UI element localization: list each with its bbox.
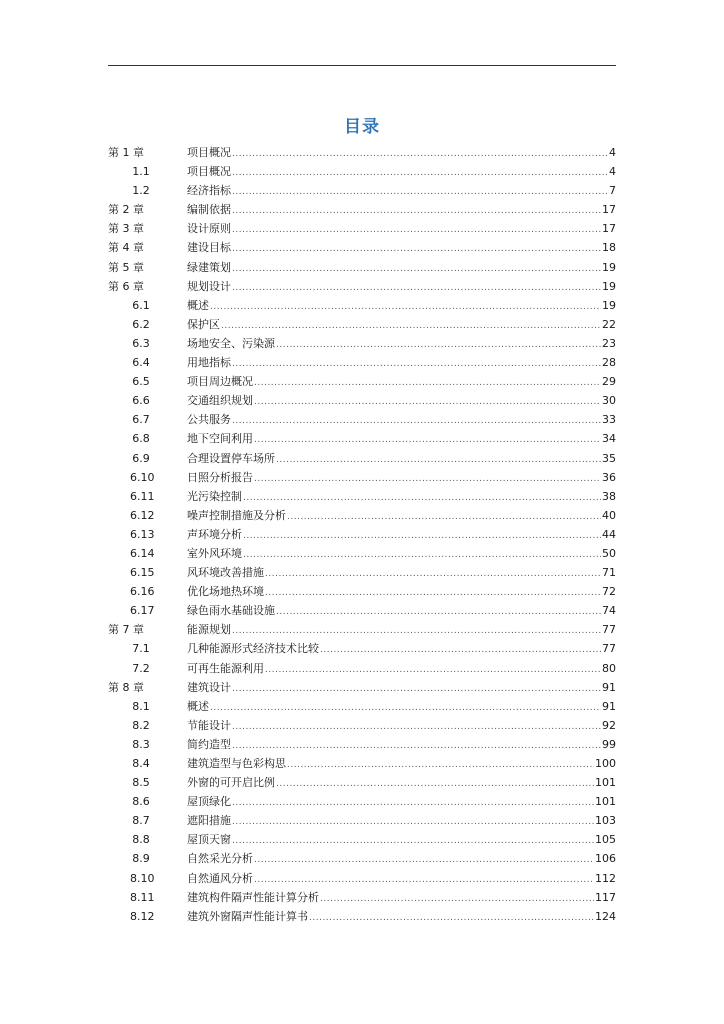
- toc-entry-number: 8.5: [132, 776, 150, 790]
- toc-entry-number: 6.9: [132, 451, 150, 465]
- toc-entry-title: 建筑外窗隔声性能计算书: [187, 909, 308, 923]
- toc-entry-title: 地下空间利用: [187, 432, 253, 446]
- toc-section-entry[interactable]: [108, 735, 616, 754]
- toc-page-number: 101: [595, 776, 616, 790]
- toc-entry-line: [187, 219, 616, 240]
- toc-entry-number: 8.1: [132, 699, 150, 713]
- toc-entry-title: 外窗的可开启比例: [187, 776, 275, 790]
- header-rule: [108, 65, 616, 66]
- toc-section-entry[interactable]: [108, 811, 616, 830]
- toc-entry-line: [187, 277, 616, 298]
- toc-entry-number: 1.1: [132, 165, 150, 179]
- toc-chapter-entry[interactable]: [108, 620, 616, 639]
- toc-entry-title: 建筑设计: [187, 680, 231, 694]
- toc-entry-number: 8.8: [132, 833, 150, 847]
- toc-entry-title: 能源规划: [187, 623, 231, 637]
- toc-section-entry[interactable]: [108, 907, 616, 926]
- toc-page-number: 91: [602, 699, 616, 713]
- toc-page-number: 99: [602, 737, 616, 751]
- toc-entry-number: 6.7: [132, 413, 150, 427]
- toc-entry-line: [187, 811, 616, 832]
- toc-section-entry[interactable]: [108, 639, 616, 658]
- toc-chapter-entry[interactable]: [108, 238, 616, 257]
- toc-page-number: 34: [602, 432, 616, 446]
- toc-section-entry[interactable]: [108, 697, 616, 716]
- toc-section-entry[interactable]: [108, 601, 616, 620]
- toc-entry-line: [187, 468, 616, 489]
- toc-section-entry[interactable]: [108, 830, 616, 849]
- toc-section-entry[interactable]: [108, 449, 616, 468]
- toc-page-number: 33: [602, 413, 616, 427]
- toc-page-number: 91: [602, 680, 616, 694]
- toc-entry-number: 6.5: [132, 375, 150, 389]
- toc-page-number: 30: [602, 394, 616, 408]
- toc-chapter-entry[interactable]: [108, 277, 616, 296]
- toc-section-entry[interactable]: [108, 525, 616, 544]
- toc-section-entry[interactable]: [108, 468, 616, 487]
- toc-section-entry[interactable]: [108, 792, 616, 811]
- toc-entry-number: 6.4: [132, 356, 150, 370]
- toc-entry-line: [187, 639, 616, 660]
- toc-entry-line: [187, 410, 616, 431]
- toc-section-entry[interactable]: [108, 429, 616, 448]
- toc-section-entry[interactable]: [108, 849, 616, 868]
- toc-entry-line: [187, 429, 616, 450]
- toc-page-number: 36: [602, 470, 616, 484]
- toc-section-entry[interactable]: [108, 296, 616, 315]
- toc-chapter-entry[interactable]: [108, 200, 616, 219]
- toc-page-number: 38: [602, 489, 616, 503]
- toc-entry-title: 概述: [187, 699, 209, 713]
- toc-page-number: 77: [602, 642, 616, 656]
- toc-entry-title: 建筑造型与色彩构思: [187, 757, 286, 770]
- toc-entry-title: 日照分析报告: [187, 470, 253, 484]
- toc-entry-line: [187, 238, 616, 259]
- toc-section-entry[interactable]: [108, 582, 616, 601]
- toc-section-entry[interactable]: [108, 754, 616, 773]
- toc-entry-number: 6.15: [130, 566, 155, 580]
- toc-entry-number: 6.10: [130, 470, 155, 484]
- toc-page-number: 72: [602, 585, 616, 599]
- toc-page-number: 19: [602, 260, 616, 274]
- toc-section-entry[interactable]: [108, 563, 616, 582]
- toc-page-number: 71: [602, 566, 616, 580]
- toc-entry-number: 7.1: [132, 642, 150, 656]
- toc-entry-line: [187, 487, 616, 508]
- toc-entry-title: 风环境改善措施: [187, 566, 264, 580]
- toc-entry-line: [187, 449, 616, 470]
- toc-entry-title: 遮阳措施: [187, 814, 231, 828]
- toc-entry-line: [187, 315, 616, 336]
- toc-page-number: 105: [595, 833, 616, 847]
- toc-section-entry[interactable]: [108, 372, 616, 391]
- toc-title: 目录: [344, 117, 380, 137]
- toc-section-entry[interactable]: [108, 487, 616, 506]
- toc-entry-line: [187, 697, 616, 718]
- toc-section-entry[interactable]: [108, 181, 616, 200]
- toc-entry-title: 几种能源形式经济技术比较: [187, 642, 319, 656]
- toc-page-number: 44: [602, 527, 616, 541]
- toc-entry-number: 6.14: [130, 546, 155, 560]
- toc-section-entry[interactable]: [108, 410, 616, 429]
- toc-page-number: 17: [602, 203, 616, 217]
- toc-page-number: 4: [609, 146, 616, 159]
- toc-entry-line: [187, 888, 616, 909]
- toc-page-number: 74: [602, 604, 616, 618]
- toc-entry-number: 6.3: [132, 336, 150, 350]
- toc-entry-title: 光污染控制: [187, 489, 242, 503]
- toc-entry-number: 第 5 章: [108, 260, 144, 274]
- toc-entry-line: [187, 334, 616, 355]
- toc-entry-line: [187, 601, 616, 622]
- toc-entry-line: [187, 792, 616, 813]
- toc-entry-number: 8.9: [132, 852, 150, 866]
- toc-entry-line: [187, 181, 616, 202]
- toc-page-number: 35: [602, 451, 616, 465]
- toc-section-entry[interactable]: [108, 391, 616, 410]
- toc-entry-line: [187, 296, 616, 317]
- toc-entry-title: 设计原则: [187, 222, 231, 236]
- toc-entry-number: 第 7 章: [108, 623, 144, 637]
- toc-page-number: 106: [595, 852, 616, 866]
- toc-entry-title: 优化场地热环境: [187, 585, 264, 599]
- toc-entry-number: 6.13: [130, 527, 155, 541]
- toc-page-number: 124: [595, 909, 616, 923]
- toc-entry-line: [187, 372, 616, 393]
- toc-entry-title: 公共服务: [187, 413, 231, 427]
- toc-entry-title: 合理设置停车场所: [187, 451, 275, 465]
- toc-section-entry[interactable]: [108, 888, 616, 907]
- toc-entry-line: [187, 258, 616, 279]
- toc-entry-number: 6.16: [130, 585, 155, 599]
- toc-entry-number: 6.17: [130, 604, 155, 618]
- toc-entry-title: 节能设计: [187, 718, 231, 732]
- toc-entry-title: 用地指标: [187, 356, 231, 370]
- toc-entry-number: 8.2: [132, 718, 150, 732]
- toc-page-number: 112: [595, 871, 616, 885]
- toc-chapter-entry[interactable]: [108, 258, 616, 277]
- toc-dot-leader: [309, 909, 594, 928]
- toc-entry-title: 可再生能源利用: [187, 661, 264, 675]
- toc-page-number: 101: [595, 795, 616, 809]
- toc-entry-line: [187, 620, 616, 641]
- toc-entry-number: 8.7: [132, 814, 150, 828]
- toc-section-entry[interactable]: [108, 506, 616, 525]
- toc-page-number: 4: [609, 165, 616, 179]
- toc-entry-line: [187, 678, 616, 699]
- toc-section-entry[interactable]: [108, 716, 616, 735]
- toc-entry-number: 6.1: [132, 298, 150, 312]
- toc-entry-number: 8.3: [132, 737, 150, 751]
- toc-entry-number: 8.12: [130, 909, 155, 923]
- toc-entry-number: 第 1 章: [108, 146, 144, 159]
- toc-entry-line: [187, 735, 616, 756]
- toc-entry-line: [187, 525, 616, 546]
- toc-page-number: 29: [602, 375, 616, 389]
- toc-entry-number: 1.2: [132, 184, 150, 198]
- toc-page-number: 92: [602, 718, 616, 732]
- toc-entry-line: [187, 544, 616, 565]
- toc-page-number: 117: [595, 890, 616, 904]
- toc-entry-number: 6.8: [132, 432, 150, 446]
- toc-chapter-entry[interactable]: [108, 219, 616, 238]
- table-of-contents: [108, 143, 616, 926]
- toc-page-number: 22: [602, 317, 616, 331]
- toc-section-entry[interactable]: [108, 353, 616, 372]
- toc-entry-number: 第 4 章: [108, 241, 144, 255]
- toc-entry-line: [187, 754, 616, 775]
- toc-entry-title: 编制依据: [187, 203, 231, 217]
- toc-entry-title: 简约造型: [187, 737, 231, 751]
- toc-entry-number: 第 6 章: [108, 279, 144, 293]
- toc-section-entry[interactable]: [108, 544, 616, 563]
- toc-page-number: 19: [602, 298, 616, 312]
- toc-page-number: 77: [602, 623, 616, 637]
- toc-entry-number: 6.11: [130, 489, 155, 503]
- toc-entry-title: 项目概况: [187, 146, 231, 159]
- toc-entry-title: 自然采光分析: [187, 852, 253, 866]
- toc-chapter-entry[interactable]: [108, 143, 616, 162]
- toc-page-number: 19: [602, 279, 616, 293]
- toc-section-entry[interactable]: [108, 334, 616, 353]
- toc-entry-title: 项目概况: [187, 165, 231, 179]
- toc-entry-number: 8.6: [132, 795, 150, 809]
- toc-entry-title: 场地安全、污染源: [187, 336, 275, 350]
- toc-entry-line: [187, 162, 616, 183]
- toc-chapter-entry[interactable]: [108, 678, 616, 697]
- toc-entry-line: [187, 200, 616, 221]
- toc-entry-line: [187, 506, 616, 527]
- toc-page-number: 80: [602, 661, 616, 675]
- toc-entry-title: 建筑构件隔声性能计算分析: [187, 890, 319, 904]
- toc-entry-line: [187, 773, 616, 794]
- toc-entry-line: [187, 143, 616, 164]
- toc-section-entry[interactable]: [108, 869, 616, 888]
- toc-section-entry[interactable]: [108, 659, 616, 678]
- toc-page-number: 40: [602, 508, 616, 522]
- toc-entry-title: 噪声控制措施及分析: [187, 508, 286, 522]
- toc-entry-number: 第 3 章: [108, 222, 144, 236]
- toc-section-entry[interactable]: [108, 773, 616, 792]
- toc-entry-line: [187, 907, 616, 928]
- toc-page-number: 50: [602, 546, 616, 560]
- toc-entry-line: [187, 563, 616, 584]
- toc-entry-number: 6.6: [132, 394, 150, 408]
- toc-entry-number: 8.10: [130, 871, 155, 885]
- toc-page-number: 23: [602, 336, 616, 350]
- toc-entry-line: [187, 869, 616, 890]
- toc-entry-title: 交通组织规划: [187, 394, 253, 408]
- toc-entry-title: 概述: [187, 298, 209, 312]
- toc-entry-title: 绿建策划: [187, 260, 231, 274]
- toc-entry-number: 8.11: [130, 890, 155, 904]
- toc-section-entry[interactable]: [108, 315, 616, 334]
- toc-page-number: 17: [602, 222, 616, 236]
- toc-page-number: 7: [609, 184, 616, 198]
- toc-entry-title: 自然通风分析: [187, 871, 253, 885]
- toc-entry-title: 屋顶天窗: [187, 833, 231, 847]
- toc-entry-line: [187, 353, 616, 374]
- toc-entry-line: [187, 391, 616, 412]
- toc-entry-title: 屋顶绿化: [187, 795, 231, 809]
- toc-entry-line: [187, 716, 616, 737]
- toc-entry-line: [187, 830, 616, 851]
- toc-entry-number: 8.4: [132, 757, 150, 770]
- toc-entry-number: 7.2: [132, 661, 150, 675]
- toc-entry-line: [187, 659, 616, 680]
- toc-section-entry[interactable]: [108, 162, 616, 181]
- toc-entry-number: 第 2 章: [108, 203, 144, 217]
- toc-entry-line: [187, 582, 616, 603]
- toc-entry-title: 保护区: [187, 317, 220, 331]
- toc-entry-line: [187, 849, 616, 870]
- toc-entry-number: 第 8 章: [108, 680, 144, 694]
- toc-page-number: 103: [595, 814, 616, 828]
- toc-entry-title: 绿色雨水基础设施: [187, 604, 275, 618]
- toc-entry-number: 6.12: [130, 508, 155, 522]
- toc-entry-title: 声环境分析: [187, 527, 242, 541]
- toc-page-number: 100: [595, 757, 616, 770]
- toc-entry-title: 规划设计: [187, 279, 231, 293]
- toc-page-number: 18: [602, 241, 616, 255]
- toc-entry-title: 建设目标: [187, 241, 231, 255]
- toc-entry-title: 室外风环境: [187, 546, 242, 560]
- toc-page-number: 28: [602, 356, 616, 370]
- toc-entry-number: 6.2: [132, 317, 150, 331]
- toc-entry-title: 经济指标: [187, 184, 231, 198]
- toc-entry-title: 项目周边概况: [187, 375, 253, 389]
